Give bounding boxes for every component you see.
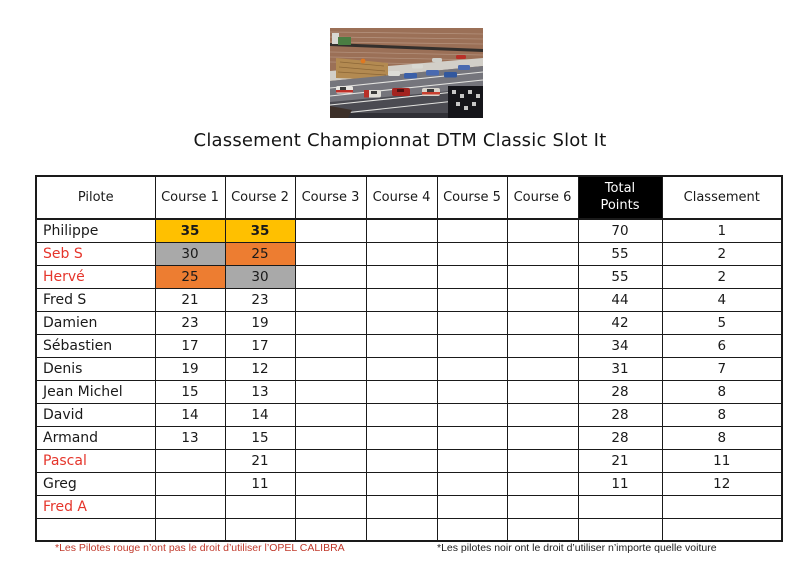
pilot-name-cell: Pascal xyxy=(36,449,155,472)
classement-table xyxy=(35,175,783,542)
course-score-cell xyxy=(507,288,578,311)
course-score-cell xyxy=(295,472,366,495)
course-score-cell xyxy=(295,403,366,426)
column-header: Course 4 xyxy=(366,176,437,219)
course-score-cell xyxy=(366,265,437,288)
course-score-cell: 13 xyxy=(225,380,295,403)
course-score-cell xyxy=(225,518,295,541)
course-score-cell: 14 xyxy=(155,403,225,426)
course-score-cell xyxy=(366,219,437,242)
course-score-cell xyxy=(295,380,366,403)
classement-cell: 12 xyxy=(662,472,782,495)
course-score-cell xyxy=(437,311,507,334)
course-score-cell xyxy=(366,472,437,495)
course-score-cell: 35 xyxy=(155,219,225,242)
course-score-cell xyxy=(437,380,507,403)
total-points-cell: 44 xyxy=(578,288,662,311)
course-score-cell xyxy=(366,311,437,334)
total-points-cell: 28 xyxy=(578,403,662,426)
table-row xyxy=(36,311,782,334)
course-score-cell: 21 xyxy=(225,449,295,472)
course-score-cell xyxy=(507,449,578,472)
classement-cell: 4 xyxy=(662,288,782,311)
course-score-cell: 35 xyxy=(225,219,295,242)
course-score-cell xyxy=(366,380,437,403)
course-score-cell: 12 xyxy=(225,357,295,380)
course-score-cell xyxy=(437,449,507,472)
course-score-cell xyxy=(507,403,578,426)
course-score-cell: 15 xyxy=(225,426,295,449)
total-points-cell: 31 xyxy=(578,357,662,380)
pilot-name-cell: Seb S xyxy=(36,242,155,265)
total-points-cell: 11 xyxy=(578,472,662,495)
table-row xyxy=(36,357,782,380)
column-header: Course 2 xyxy=(225,176,295,219)
course-score-cell xyxy=(295,426,366,449)
pilot-name-cell: Jean Michel xyxy=(36,380,155,403)
course-score-cell xyxy=(507,518,578,541)
course-score-cell xyxy=(295,265,366,288)
pilot-name-cell: David xyxy=(36,403,155,426)
table-row xyxy=(36,472,782,495)
course-score-cell: 30 xyxy=(155,242,225,265)
course-score-cell: 25 xyxy=(225,242,295,265)
course-score-cell xyxy=(366,357,437,380)
table-row xyxy=(36,242,782,265)
classement-cell: 2 xyxy=(662,265,782,288)
pilot-name-cell: Damien xyxy=(36,311,155,334)
course-score-cell: 23 xyxy=(155,311,225,334)
column-header: Classement xyxy=(662,176,782,219)
classement-cell xyxy=(662,518,782,541)
total-points-cell: 28 xyxy=(578,426,662,449)
course-score-cell xyxy=(295,288,366,311)
course-score-cell xyxy=(366,242,437,265)
slot-cars-photo-graphic xyxy=(330,28,483,118)
course-score-cell xyxy=(366,518,437,541)
classement-cell: 6 xyxy=(662,334,782,357)
total-points-cell: 55 xyxy=(578,242,662,265)
pilot-name-cell: Greg xyxy=(36,472,155,495)
course-score-cell xyxy=(155,449,225,472)
column-header: Course 6 xyxy=(507,176,578,219)
course-score-cell xyxy=(437,403,507,426)
course-score-cell xyxy=(295,449,366,472)
table-row xyxy=(36,380,782,403)
classement-cell: 5 xyxy=(662,311,782,334)
course-score-cell xyxy=(507,311,578,334)
classement-cell xyxy=(662,495,782,518)
course-score-cell xyxy=(366,495,437,518)
pilot-name-cell: Fred S xyxy=(36,288,155,311)
course-score-cell: 30 xyxy=(225,265,295,288)
footnote-black-pilots: *Les pilotes noir ont le droit d’utiliser n’importe quelle voiture xyxy=(437,542,717,554)
table-row xyxy=(36,288,782,311)
course-score-cell xyxy=(507,265,578,288)
course-score-cell xyxy=(437,265,507,288)
course-score-cell xyxy=(437,518,507,541)
course-score-cell: 13 xyxy=(155,426,225,449)
footnote-red-pilots: *Les Pilotes rouge n’ont pas le droit d’utiliser l’OPEL CALIBRA xyxy=(55,542,345,554)
course-score-cell xyxy=(295,242,366,265)
course-score-cell xyxy=(366,334,437,357)
total-points-cell: 42 xyxy=(578,311,662,334)
course-score-cell xyxy=(437,426,507,449)
course-score-cell xyxy=(507,219,578,242)
table-row xyxy=(36,495,782,518)
course-score-cell: 19 xyxy=(155,357,225,380)
slot-cars-photo xyxy=(330,28,483,118)
pilot-name-cell: Hervé xyxy=(36,265,155,288)
pilot-name-cell: Fred A xyxy=(36,495,155,518)
course-score-cell xyxy=(507,426,578,449)
total-points-cell xyxy=(578,518,662,541)
table-row xyxy=(36,403,782,426)
classement-cell: 8 xyxy=(662,426,782,449)
pilot-name-cell: Armand xyxy=(36,426,155,449)
course-score-cell xyxy=(437,472,507,495)
classement-cell: 2 xyxy=(662,242,782,265)
table-row xyxy=(36,265,782,288)
course-score-cell xyxy=(225,495,295,518)
course-score-cell xyxy=(366,426,437,449)
course-score-cell xyxy=(507,357,578,380)
course-score-cell xyxy=(507,472,578,495)
table-header-row xyxy=(36,176,782,219)
course-score-cell xyxy=(295,219,366,242)
total-points-cell: 34 xyxy=(578,334,662,357)
table-row xyxy=(36,219,782,242)
course-score-cell xyxy=(295,518,366,541)
column-header: Course 3 xyxy=(295,176,366,219)
course-score-cell xyxy=(437,288,507,311)
course-score-cell: 19 xyxy=(225,311,295,334)
course-score-cell xyxy=(295,357,366,380)
pilot-name-cell: Denis xyxy=(36,357,155,380)
course-score-cell: 17 xyxy=(155,334,225,357)
course-score-cell: 21 xyxy=(155,288,225,311)
course-score-cell xyxy=(295,311,366,334)
course-score-cell: 14 xyxy=(225,403,295,426)
course-score-cell xyxy=(507,242,578,265)
column-header: Total Points xyxy=(578,176,662,219)
course-score-cell xyxy=(437,219,507,242)
total-points-cell: 55 xyxy=(578,265,662,288)
course-score-cell xyxy=(155,518,225,541)
classement-cell: 11 xyxy=(662,449,782,472)
total-points-cell: 28 xyxy=(578,380,662,403)
table-row xyxy=(36,426,782,449)
table-row xyxy=(36,449,782,472)
table-row xyxy=(36,518,782,541)
course-score-cell xyxy=(507,334,578,357)
total-points-cell: 21 xyxy=(578,449,662,472)
course-score-cell xyxy=(437,334,507,357)
classement-table-wrap xyxy=(35,175,783,542)
table-row xyxy=(36,334,782,357)
course-score-cell xyxy=(437,242,507,265)
course-score-cell xyxy=(295,495,366,518)
column-header: Course 1 xyxy=(155,176,225,219)
total-points-cell xyxy=(578,495,662,518)
pilot-name-cell: Sébastien xyxy=(36,334,155,357)
classement-cell: 8 xyxy=(662,380,782,403)
course-score-cell: 11 xyxy=(225,472,295,495)
course-score-cell: 15 xyxy=(155,380,225,403)
course-score-cell: 17 xyxy=(225,334,295,357)
column-header: Pilote xyxy=(36,176,155,219)
course-score-cell xyxy=(366,449,437,472)
total-points-cell: 70 xyxy=(578,219,662,242)
column-header: Course 5 xyxy=(437,176,507,219)
course-score-cell xyxy=(155,495,225,518)
course-score-cell xyxy=(437,495,507,518)
classement-cell: 8 xyxy=(662,403,782,426)
pilot-name-cell xyxy=(36,518,155,541)
classement-cell: 1 xyxy=(662,219,782,242)
course-score-cell xyxy=(437,357,507,380)
course-score-cell: 23 xyxy=(225,288,295,311)
course-score-cell xyxy=(295,334,366,357)
pilot-name-cell: Philippe xyxy=(36,219,155,242)
course-score-cell xyxy=(507,380,578,403)
course-score-cell: 25 xyxy=(155,265,225,288)
page-title: Classement Championnat DTM Classic Slot It xyxy=(193,130,607,151)
course-score-cell xyxy=(155,472,225,495)
course-score-cell xyxy=(366,403,437,426)
classement-cell: 7 xyxy=(662,357,782,380)
course-score-cell xyxy=(507,495,578,518)
course-score-cell xyxy=(366,288,437,311)
